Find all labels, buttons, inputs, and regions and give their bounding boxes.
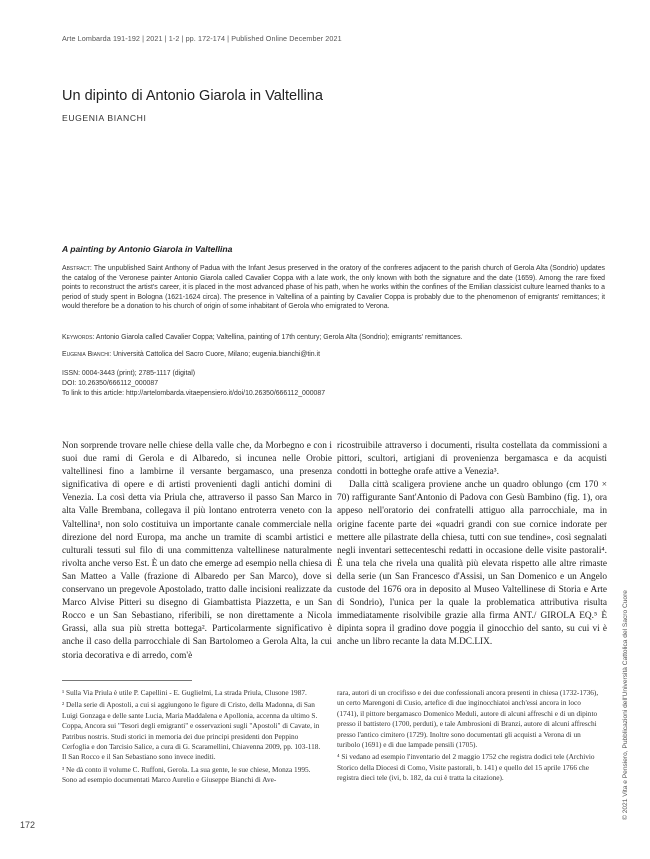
body-paragraph: Dalla città scaligera proviene anche un quadro oblungo (cm 170 × 70) raffigurante Sant'Antonio di Padova con Gesù Bambino (fig. 1), ora appeso nell'oratorio dei confratelli attiguo alla parrocchiale, ma in origine facente parte dei «quadri grandi con sue cornice indorate per mettere alle pilastrate della chiesa, tutti con sue tendine», così segnalati negli inventari settecenteschi redatti in occasione delle visite pastorali⁴. È una tela che rivela una qualità più elevata rispetto alle altre rimaste della serie (un San Francesco d'Assisi, un San Domenico e un Angelo custode del 1676 ora in deposito al Museo Valtellinese di Storia e Arte di Sondrio), l'unica per la quale la problematica attributiva risulta immediatamente risolvibile grazie alla firma ANT./ GIROLA EQ.⁵ È dipinta sopra il gradino dove poggia il ginocchio del santo, su cui vi è anche un libro recante la data M.DC.LIX. — [337, 480, 607, 648]
author-affiliation — [62, 351, 320, 358]
footnote: ⁴ Si vedano ad esempio l'inventario del 2 maggio 1752 che registra dodici tele (Archivio Storico della Diocesi di Como, Visite pastorali, b. 141) e quello del 15 aprile 1766 che registra dieci tele (ivi, b. 182, da cui è tratta la citazione). — [337, 752, 595, 783]
abstract-text: The unpublished Saint Anthony of Padua with the Infant Jesus preserved in the oratory of the confreres adjacent to the parish church of Gerola Alta (Sondrio) updates the catalog of the Veronese painter Antonio Giarola called Cavalier Coppa with a late work, the only known with both the signature and the date (1659). Among the rare fixed points to reconstruct the artist's career, it is placed in the most advanced phase of his path, when he works within the confines of the Emilian classicist culture learned thanks to a period of study spent in Bologna (1621-1624 circa). The presence in Valtellina of a painting by Cavalier Coppa is probably due to the phenomenon of emigrants' remittances; it would therefore be a donation to his church of origin of some inhabitant of Gerola who emigrated to Verona. — [62, 265, 605, 311]
footnote: ³ Ne dà conto il volume C. Ruffoni, Gerola. La sua gente, le sue chiese, Monza 1995. Sono ad esempio documentati Marco Aurelio e Giuseppe Bianchi di Ave- — [62, 764, 311, 785]
footnote: ² Della serie di Apostoli, a cui si aggiungono le figure di Cristo, della Madonna, di San Luigi Gonzaga e delle sante Lucia, Maria Maddalena e Apollonia, accenna da ultimo S. Coppa, Ancora sui "Tesori degli emigranti" e osservazioni sugli "Apostoli" di Cavate, in Patribus nostris. Studi storici in memoria dei due principi presidenti don Peppino Cerfoglia e don Tarcisio Salice, a cura di G. Scaramellini, Chiavenna 2009, pp. 103-118. Il San Rocco e il San Sebastiano sono invece inediti. — [62, 700, 321, 762]
footnote: ¹ Sulla Via Priula è utile P. Capellini - E. Guglielmi, La strada Priula, Clusone 1987. — [62, 688, 307, 697]
page-number: 172 — [20, 820, 36, 830]
keywords-text: Antonio Giarola called Cavalier Coppa; Valtellina, painting of 17th century; Gerola Alta (Sondrio); emigrants' remittances. — [94, 334, 463, 341]
issn: ISSN: 0004-3443 (print); 2785-1117 (digital) — [62, 370, 196, 377]
affiliation-text: : Università Cattolica del Sacro Cuore, Milano; eugenia.bianchi@tin.it — [109, 351, 320, 358]
footnotes-right — [337, 688, 601, 786]
keywords-label: Keywords: — [62, 334, 95, 341]
body-column-right — [337, 440, 607, 650]
footnote: rara, autori di un crocifisso e dei due confessionali ancora presenti in chiesa (1732-1736), un certo Marengoni di Cusio, artefice di due inginocchiatoi anch'essi ancora in loco (1741), il pittore bergamasco Domenico Meduli, autore di alcuni affreschi e di un dipinto presso il battistero (1700, perduti), e tale Ambrosioni di Branzi, autore di alcuni affreschi presso l'antico cimitero (1729). Inoltre sono documentati gli acquisti a Verona di un turibolo (1691) e di due lampade pensili (1705). — [337, 688, 599, 750]
copyright-side-note: © 2021 Vita e Pensiero, Pubblicazioni dell'Università Cattolica del Sacro Cuore — [622, 590, 629, 820]
abstract-label: Abstract: — [62, 265, 92, 272]
keywords — [62, 333, 605, 343]
doi: DOI: 10.26350/666112_000087 — [62, 380, 159, 387]
english-title: A painting by Antonio Giarola in Valtellina — [62, 244, 233, 254]
journal-header: Arte Lombarda 191-192 | 2021 | 1-2 | pp. 172-174 | Published Online December 2021 — [62, 34, 342, 43]
body-paragraph: ricostruibile attraverso i documenti, risulta costellata da commissioni a pittori, scultori, artigiani di provenienza bergamasca e da acquisti condotti in botteghe orafe attive a Venezia³. — [337, 441, 607, 478]
abstract — [62, 264, 605, 312]
footnotes-left — [62, 688, 326, 788]
article-title: Un dipinto di Antonio Giarola in Valtellina — [62, 88, 323, 104]
article-link[interactable]: To link to this article: http://artelombarda.vitaepensiero.it/doi/10.26350/666112_000087 — [62, 390, 326, 397]
footnote-divider — [62, 680, 192, 681]
affiliation-name: Eugenia Bianchi — [62, 351, 110, 358]
body-column-left — [62, 440, 332, 663]
author-name: EUGENIA BIANCHI — [62, 113, 147, 123]
body-paragraph: Non sorprende trovare nelle chiese della valle che, da Morbegno e con i suoi due rami di Gerola e di Albaredo, si incunea nelle Orobie valtellinesi fino a lambirne il versante bergamasco, una presenza significativa di opere e di artisti provenienti dagli antichi domini di Venezia. La così detta via Priula che, attraverso il passo San Marco in alta Valle Brembana, collegava il più lontano entroterra veneto con la Valtellina¹, non solo costituiva un importante canale commerciale nella direzione del nord Europa, ma anche un tramite di scambi artistici e culturali tessuti sul filo di una committenza valtellinese naturalmente rivolta anche verso Est. È un dato che emerge ad esempio nella chiesa di San Matteo a Valle (frazione di Albaredo per San Marco), dove si conservano un pregevole Apostolado, tratto dalle incisioni realizzate da Marco Alvise Pitteri su disegno di Giambattista Piazzetta, e un San Rocco e un San Sebastiano, riferibili, se non direttamente a Nicola Grassi, alla sua più stretta bottega². Particolarmente significativo è anche il caso della parrocchiale di San Bartolomeo a Gerola Alta, la cui storia decorativa e di arredo, com'è — [62, 441, 332, 661]
